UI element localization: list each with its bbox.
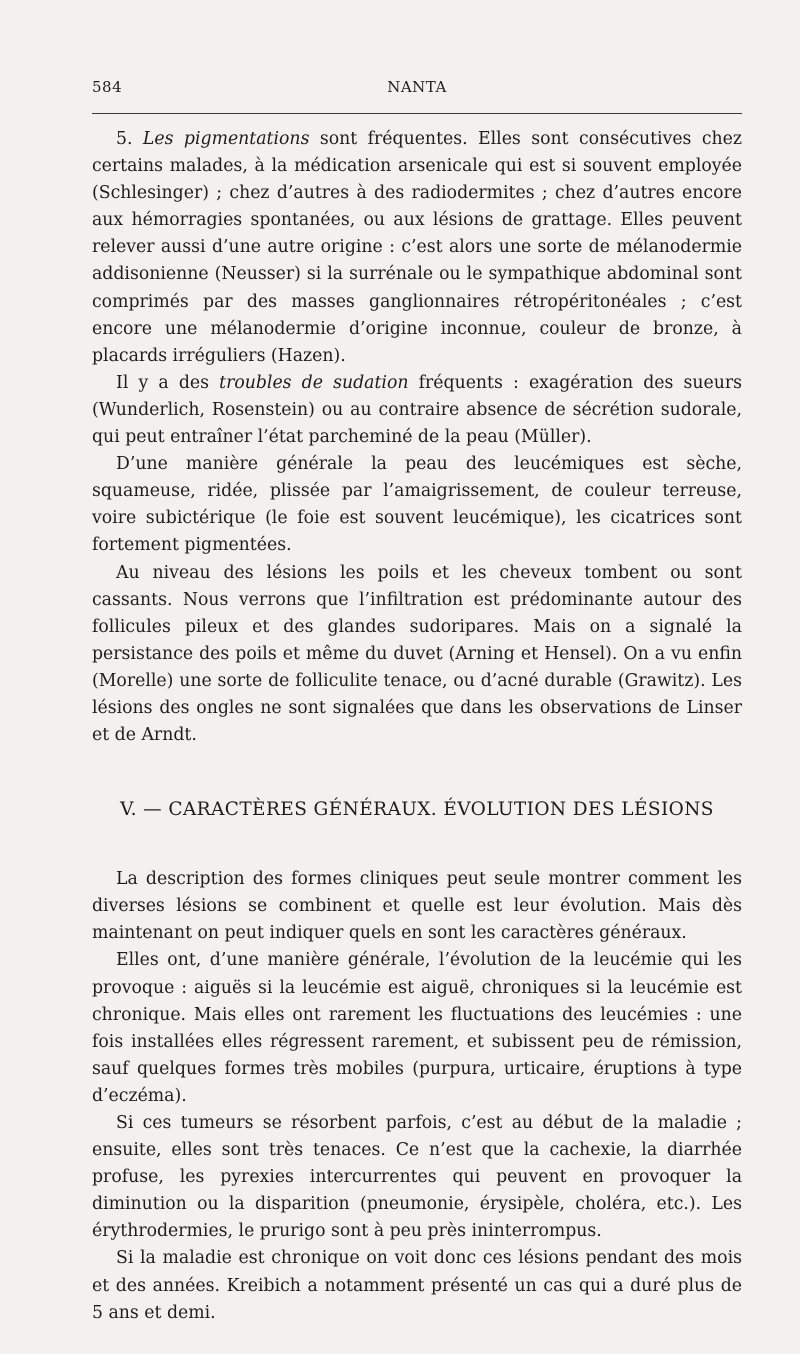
paragraph-italic: troubles de sudation — [219, 372, 409, 393]
paragraph-text: sont fréquentes. Elles sont consécutives chez certains malades, à la médication arsenicale qui est si souvent employée (Schlesinger) ; chez d’autres à des radiodermites ; chez d’autres encore aux hémorragies spontanées, ou aux lésions de grattage. Elles peuvent relever aussi d’une autre origine : c’est alors une sorte de mélanodermie addisonienne (Neusser) si la surrénale ou le sympathique abdominal sont comprimés par des masses ganglionnaires rétropéritonéales ; c’est encore une mélanodermie d’origine inconnue, couleur de bronze, à placards irréguliers (Hazen). — [92, 129, 742, 366]
paragraph-text: D’une manière générale la peau des leucémiques est sèche, squameuse, ridée, plissée par l’amaigrissement, de couleur terreuse, voire subictérique (le foie est souvent leucémique), les cicatrices sont fortement pigmentées. — [92, 454, 742, 556]
header-rule — [92, 113, 742, 114]
paragraph — [92, 560, 742, 750]
paragraph-lead: Il y a des — [116, 372, 220, 393]
paragraph — [92, 126, 742, 370]
paragraph-text: Au niveau des lésions les poils et les cheveux tombent ou sont cassants. Nous verrons que l’infiltration est prédominante autour des follicules pileux et des glandes sudoripares. Mais on a signalé la persistance des poils et même du duvet (Arning et Hensel). On a vu enfin (Morelle) une sorte de folliculite tenace, ou d’acné durable (Grawitz). Les lésions des ongles ne sont signalées que dans les observations de Linser et de Arndt. — [92, 562, 742, 746]
paragraph-lead: 5. — [116, 129, 143, 149]
paragraph — [92, 370, 742, 451]
paragraph — [92, 451, 742, 559]
paragraph-italic: Les pigmentations — [142, 129, 310, 149]
paragraph: La description des formes cliniques peut seule montrer comment les diverses lésions se combinent et quelle est leur évolution. Mais dès maintenant on peut indiquer quels en sont les caractères généraux. — [92, 869, 742, 944]
page-header — [92, 78, 742, 100]
paragraph: Si ces tumeurs se résorbent parfois, c’est au début de la maladie ; ensuite, elles sont très tenaces. Ce n’est que la cachexie, la diarrhée profuse, les pyrexies intercurrentes qui peuvent en provoquer la diminution ou la disparition (pneumonie, érysipèle, choléra, etc.). Les érythrodermies, le prurigo sont à peu près ininterrompus. — [92, 1113, 742, 1242]
section-heading: V. — CARACTÈRES GÉNÉRAUX. ÉVOLUTION DES LÉSIONS — [120, 799, 714, 821]
paragraph: Si la maladie est chronique on voit donc ces lésions pendant des mois et des années. Kreibich a notamment présenté un cas qui a duré plus de 5 ans et demi. — [92, 1248, 742, 1323]
page-number: 584 — [92, 78, 123, 96]
paragraph: Elles ont, d’une manière générale, l’évolution de la leucémie qui les provoque : aiguës si la leucémie est aiguë, chroniques si la leucémie est chronique. Mais elles ont rarement les fluctuations des leucémies : une fois installées elles régressent rarement, et subissent peu de rémission, sauf quelques formes très mobiles (purpura, urticaire, éruptions à type d’eczéma). — [92, 950, 742, 1106]
paragraph-text: fréquents : exagération des sueurs (Wunderlich, Rosenstein) ou au contraire absence de sécrétion sudorale, qui peut entraîner l’état parcheminé de la peau (Müller). — [92, 372, 742, 448]
page-body — [92, 126, 742, 1327]
running-title: NANTA — [387, 78, 447, 96]
